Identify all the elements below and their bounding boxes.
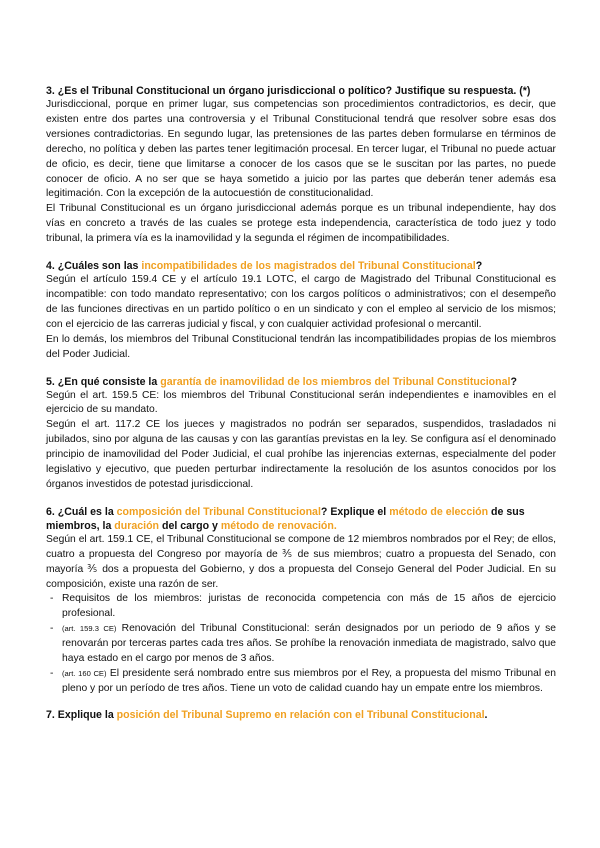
answer-6-paragraph-1: Según el art. 159.1 CE, el Tribunal Constitucional se compone de 12 miembros nombrados por el Rey; de ellos, cuatro a propuesta del Congreso por mayoría de ⅗ de sus miembros; cuatro a propuesta del Senado, con mayoría ⅗ dos a propuesta del Gobierno, y dos a propuesta del Consejo General del Poder Judicial. En su composición, existe una razón de ser.	[46, 533, 556, 590]
question-5-highlight: garantía de inamovilidad de los miembros del Tribunal Constitucional	[160, 375, 511, 388]
article-reference: (art. 159.3 CE)	[62, 624, 117, 634]
answer-4-paragraph-2: En lo demás, los miembros del Tribunal Constitucional tendrán las incompatibilidades propias de los miembros del Poder Judicial.	[46, 333, 556, 360]
question-6-text-2: ? Explique el	[320, 505, 390, 518]
question-7-highlight: posición del Tribunal Supremo en relación con el Tribunal Constitucional	[116, 708, 485, 721]
list-item	[48, 592, 556, 622]
question-6-highlight-1: composición del Tribunal Constitucional	[116, 505, 321, 518]
question-6-text-4: del cargo y	[159, 519, 221, 532]
answer-6-list	[46, 592, 556, 696]
question-6-title	[46, 505, 556, 533]
list-dash: -	[50, 593, 54, 605]
question-6-highlight-4: método de renovación.	[220, 519, 337, 532]
question-5-text: 5. ¿En qué consiste la	[46, 375, 161, 388]
list-item	[48, 622, 556, 667]
question-6-text-3: de sus miembros, la	[46, 505, 525, 532]
question-6-text-1: 6. ¿Cuál es la	[46, 505, 117, 518]
question-6-highlight-2: método de elección	[389, 505, 489, 518]
question-7-end: .	[484, 708, 488, 721]
answer-3-paragraph-2: El Tribunal Constitucional es un órgano jurisdiccional además porque es un tribunal independiente, hay dos vías en concreto a través de las cuales se protege esta independencia, característica de todo juez y todo tribunal, la primera vía es la inamovilidad y la segunda el régimen de incompatibilidades.	[46, 203, 556, 245]
answer-3-paragraph-1: Jurisdiccional, porque en primer lugar, sus competencias son procedimientos contradictorios, es decir, que existen entre dos partes una controversia y el Tribunal Constitucional tendrá que resolver sobre esas dos versiones contradictorias. En segundo lugar, las pretensiones de las partes deben formularse en términos de derecho, no política y deben las partes tener legitimación procesal. En tercer lugar, el Tribunal no puede actuar de oficio, es decir, tiene que limitarse a conocer de los casos que se le suscitan por las partes, no puede conocer de oficio. A no ser que se haya sometido a juicio por las partes que deberán tener además esa legitimación. Con la excepción de la autocuestión de constitucionalidad.	[46, 99, 556, 200]
question-7-title	[46, 708, 556, 722]
question-4-end: ?	[475, 260, 483, 273]
list-dash: -	[50, 623, 54, 635]
question-5-title	[46, 375, 556, 389]
question-4-highlight: incompatibilidades de los magistrados del Tribunal Constitucional	[141, 260, 476, 273]
question-4-title	[46, 259, 556, 273]
answer-4-paragraph-1: Según el artículo 159.4 CE y el artículo 19.1 LOTC, el cargo de Magistrado del Tribunal Constitucional es incompatible: con todo mandato representativo; con los cargos políticos o administrativos; con el desempeño de las funciones directivas en un partido político o en un sindicato y con el empleo al servicio de los mismos; con el ejercicio de las carreras judicial y fiscal, y con cualquier actividad profesional o mercantil.	[46, 274, 556, 330]
question-6-highlight-3: duración	[114, 519, 160, 532]
answer-5-paragraph-1: Según el art. 159.5 CE: los miembros del Tribunal Constitucional serán independientes e inamovibles en el ejercicio de su mandato.	[46, 389, 556, 416]
list-item	[48, 667, 556, 697]
list-item-text: Requisitos de los miembros: juristas de reconocida competencia con más de 15 años de ejercicio profesional.	[62, 593, 556, 620]
article-reference: (art. 160 CE)	[62, 669, 107, 678]
question-5-end: ?	[510, 375, 517, 388]
list-dash: -	[50, 668, 54, 679]
list-item-text: Renovación del Tribunal Constitucional: serán designados por un periodo de 9 años y se renovarán por terceras partes cada tres años. Se prohíbe la renovación inmediata de magistrado, salvo que haya estado en el cargo por menos de 3 años.	[62, 623, 556, 665]
question-4-text: 4. ¿Cuáles son las	[46, 260, 142, 273]
question-3-title: 3. ¿Es el Tribunal Constitucional un órgano jurisdiccional o político? Justifique su respuesta. (*)	[46, 85, 531, 97]
list-item-text: El presidente será nombrado entre sus miembros por el Rey, a propuesta del mismo Tribunal en pleno y por un período de tres años. Tiene un voto de calidad cuando hay un empate entre los miembros.	[62, 668, 557, 694]
question-7-text: 7. Explique la	[46, 708, 117, 721]
document-page	[46, 84, 556, 722]
answer-5-paragraph-2: Según el art. 117.2 CE los jueces y magistrados no podrán ser separados, suspendidos, trasladados ni jubilados, sino por alguna de las causas y con las garantías previstas en la ley. Se configura así el denominado principio de inamovilidad del Poder Judicial, el cual prohíbe las injerencias externas, especialmente del poder legislativo y ejecutivo, que pueden perturbar indirectamente la resolución de los asuntos conocidos por los órganos investidos de potestad jurisdiccional.	[46, 419, 556, 490]
